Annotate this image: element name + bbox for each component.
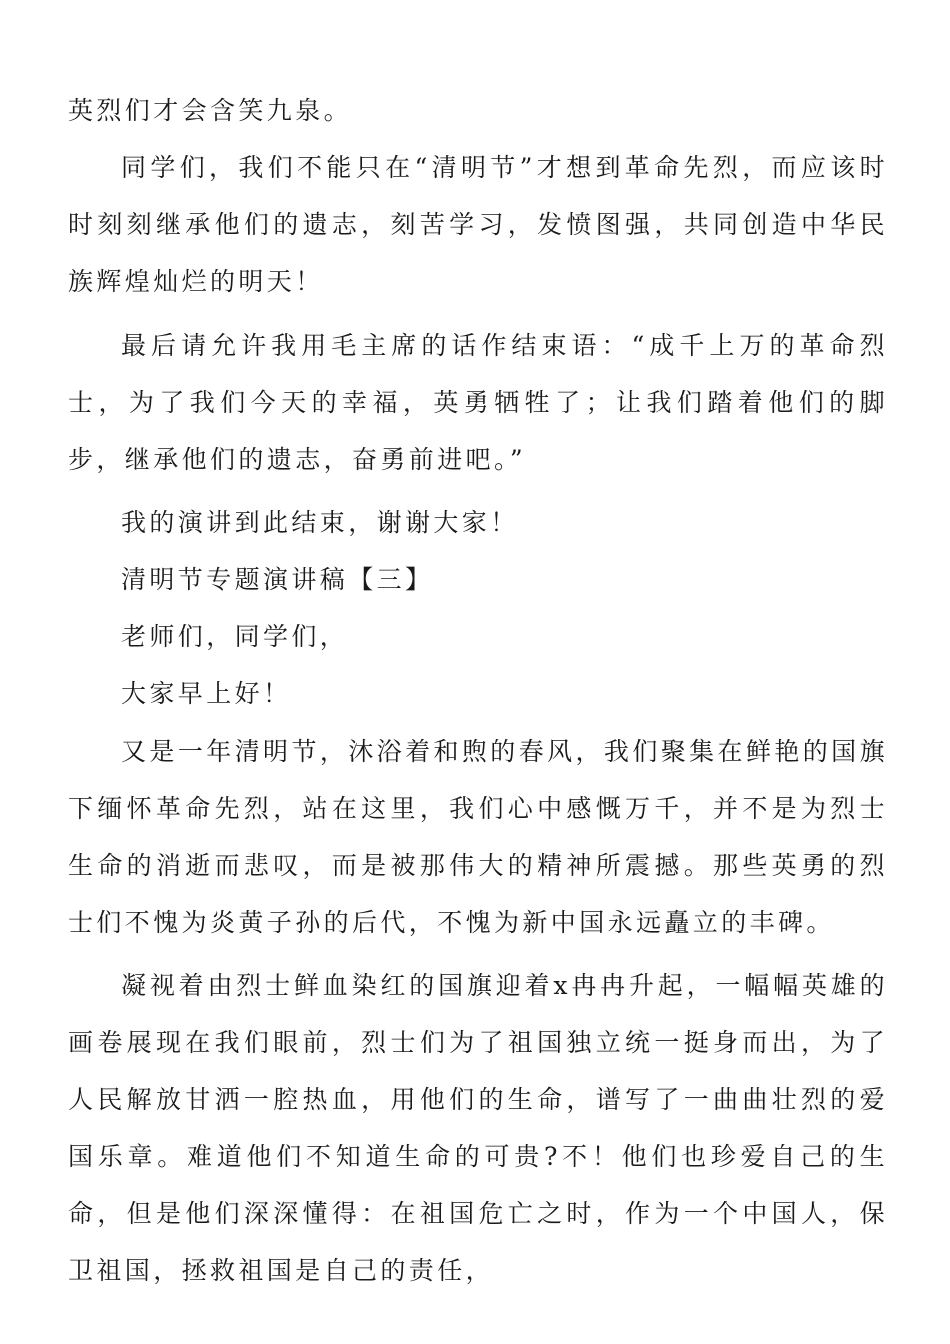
- paragraph-qingming: 又是一年清明节，沐浴着和煦的春风，我们聚集在鲜艳的国旗下缅怀革命先烈，站在这里，我们心中感慨万千，并不是为烈士生命的消逝而悲叹，而是被那伟大的精神所震撼。那些英勇的烈士们不愧为炎黄子孙的后代，不愧为新中国永远矗立的丰碑。: [68, 737, 888, 937]
- paragraph-classmates-call: 同学们，我们不能只在“清明节”才想到革命先烈，而应该时时刻刻继承他们的遗志，刻苦学习，发愤图强，共同创造中华民族辉煌灿烂的明天！: [68, 153, 888, 296]
- paragraph-flag-rising: 凝视着由烈士鲜血染红的国旗迎着x冉冉升起，一幅幅英雄的画卷展现在我们眼前，烈士们为了祖国独立统一挺身而出，为了人民解放甘洒一腔热血，用他们的生命，谱写了一曲曲壮烈的爱国乐章。难道他们不知道生命的可贵?不！他们也珍爱自己的生命，但是他们深深懂得：在祖国危亡之时，作为一个中国人，保卫祖国，拯救祖国是自己的责任，: [68, 971, 888, 1285]
- paragraph-closing-quote: 最后请允许我用毛主席的话作结束语：“成千上万的革命烈士，为了我们今天的幸福，英勇牺牲了；让我们踏着他们的脚步，继承他们的遗志，奋勇前进吧。”: [68, 331, 888, 474]
- paragraph-greeting: 大家早上好！: [121, 679, 292, 708]
- paragraph-salutation: 老师们，同学们，: [121, 622, 349, 651]
- section-heading: 清明节专题演讲稿【三】: [121, 565, 434, 594]
- paragraph-speech-end: 我的演讲到此结束，谢谢大家！: [121, 508, 519, 537]
- paragraph-continuation: 英烈们才会含笑九泉。: [68, 96, 353, 125]
